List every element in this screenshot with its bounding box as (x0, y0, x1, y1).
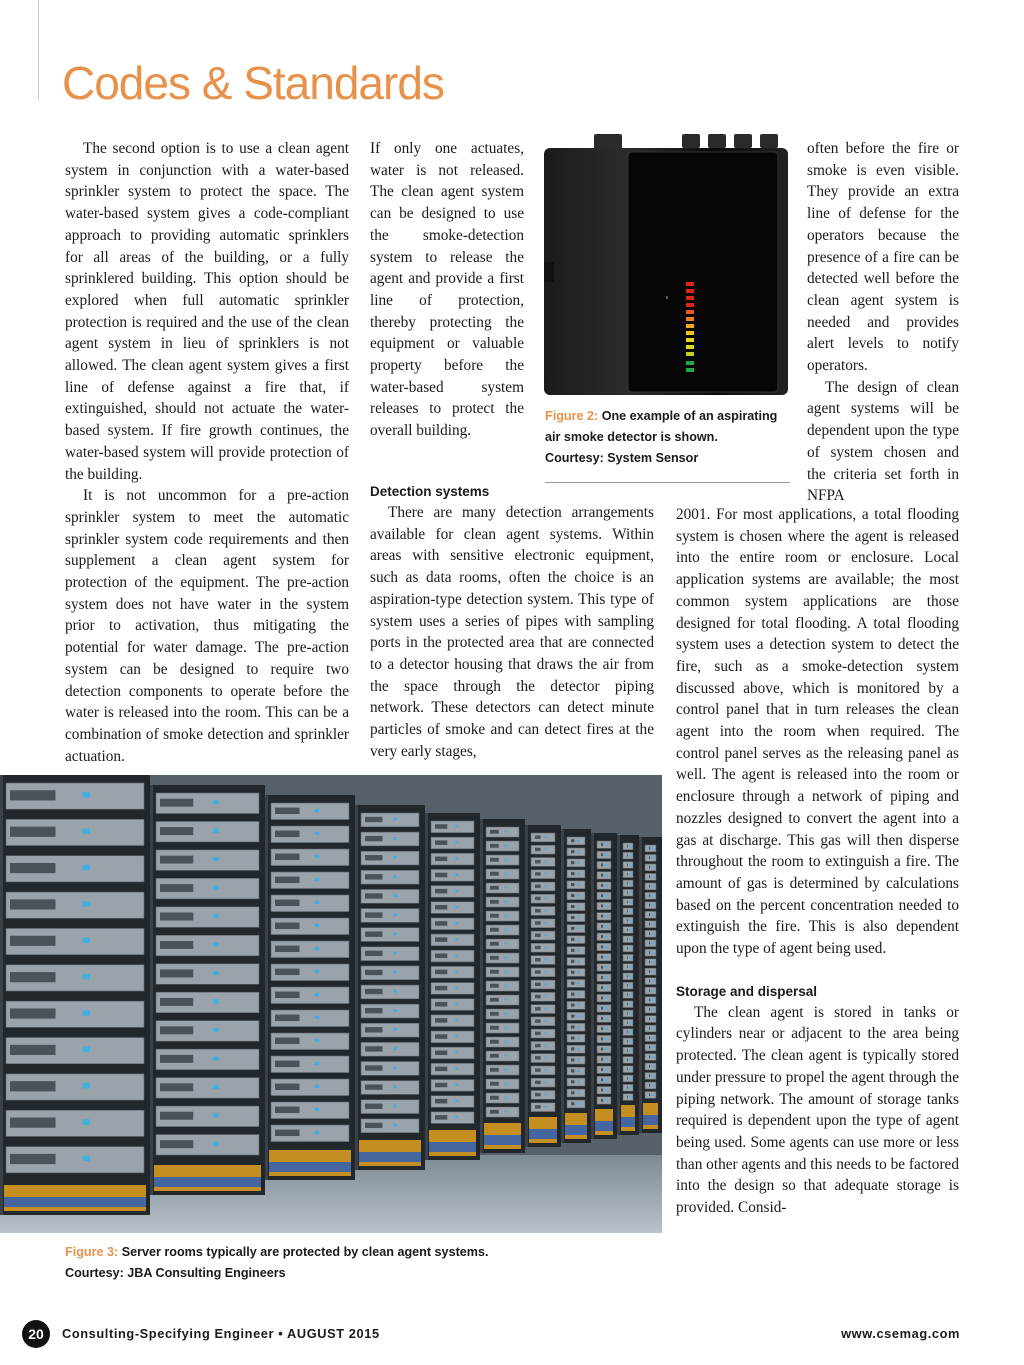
col3-paragraph-1: often before the fire or smoke is even visible. They provide an extra line of defense for the operators because the presence of a fire can be detected well before the clean agent system is needed and provides alert levels to notify operators. (807, 140, 959, 375)
smoke-detector-illustration (542, 132, 790, 397)
title-codes: Codes (62, 57, 190, 109)
figure-2-caption-text: One example of an aspirating air smoke detector is shown. (545, 409, 778, 444)
page-footer (22, 1320, 960, 1346)
figure-3-caption (65, 1242, 665, 1284)
col3-paragraph-3: The clean agent is stored in tanks or cylinders near or adjacent to the area being protected. The clean agent is typically stored under pressure to propel the agent through the piping network. The amount of storage tanks required is dependent upon the type of agent being used. Some agents can use more or less than other agents and this needs to be factored into the design so that adequate storage is provided. Consid- (676, 1003, 959, 1217)
column-1 (65, 138, 349, 767)
col2-paragraph-2: There are many detection arrangements available for clean agent systems. Within areas with sensitive electronic equipment, such as data rooms, often the choice is an aspiration-type detection system. This type of system uses a series of pipes with sampling ports in the protected area that are connected to a detector housing that draws the air from the space through the detector piping network. These detectors can detect minute particles of smoke and can detect fires at the very early stages, (370, 504, 654, 760)
server-room-illustration (0, 775, 662, 1233)
storage-dispersal-heading: Storage and dispersal (676, 983, 818, 999)
figure-3-credit: Courtesy: JBA Consulting Engineers (65, 1266, 286, 1280)
column-3-lower (676, 504, 959, 1219)
title-ampersand: & (201, 57, 232, 109)
page-number: 20 (22, 1320, 50, 1348)
figure-2-label: Figure 2: (545, 409, 599, 423)
detection-systems-heading: Detection systems (370, 484, 490, 499)
col1-paragraph-2: It is not uncommon for a pre-action sprinkler system to meet the automatic sprinkler system code requirements and then supplement a clean agent system for protection of the equipment. The pre-action system does not have water in the system prior to activation, thus mitigating the potential for water damage. The pre-action system can be designed to require two detection components to operate before the water is released into the room. This can be a combination of smoke detection and sprinkler actuation. (65, 487, 349, 765)
figure-2-credit: Courtesy: System Sensor (545, 451, 699, 465)
publication-line: Consulting-Specifying Engineer • AUGUST 2015 (62, 1326, 380, 1341)
figure-3-image (0, 775, 662, 1233)
section-title (62, 56, 444, 110)
website-link[interactable]: www.csemag.com (841, 1326, 960, 1341)
col3-paragraph-2b: 2001. For most applications, a total flooding system is chosen where the agent is released into the entire room or enclosure. Local application systems are available; the most common system applications are those designed for total flooding. A total flooding system uses a detection system to detect the fire, such as a smoke-detection system discussed above, which is monitored by a control panel that in turn releases the clean agent into the room when required. The control panel serves as the releasing panel as well. The agent is released into the room or enclosure through a network of piping and nozzles designed to convert the agent into a gas at discharge. This gas will then disperse throughout the room to extinguish a fire. The amount of gas is determined by calculations based on the percent concentration needed to extinguish the fire. This is also dependent upon the type of agent being used. (676, 506, 959, 958)
col3-paragraph-2a: The design of clean agent systems will be dependent upon the type of system chosen and the criteria set forth in NFPA (807, 378, 959, 505)
title-standards: Standards (243, 57, 444, 109)
figure-3-caption-text: Server rooms typically are protected by clean agent systems. (121, 1245, 489, 1259)
margin-rule (38, 0, 39, 100)
column-3-upper (807, 138, 959, 507)
column-2-lower (370, 482, 654, 762)
column-2-upper (370, 138, 524, 442)
col2-paragraph-1: If only one actuates, water is not released. The clean agent system can be designed to use the smoke-detection system to release the agent and provide a first line of protection, thereby protecting the equipment or valuable property before the water-based system releases to protect the overall building. (370, 140, 524, 440)
figure-2-caption (545, 406, 795, 469)
figure-3-label: Figure 3: (65, 1245, 119, 1259)
col1-paragraph-1: The second option is to use a clean agent system in conjunction with a water-based sprinkler system to protect the space. The water-based system gives a code-compliant approach to providing automatic sprinklers for all areas of the building, or a fully sprinklered building. This option should be explored when full automatic sprinkler protection is required and the use of the clean agent system in lieu of sprinklers is not allowed. The clean agent system gives a first line of defense against a fire that, if extinguished, should not actuate the water-based system. If fire growth continues, the water-based system will provide protection of the building. (65, 140, 349, 483)
figure-2-image (542, 132, 790, 397)
